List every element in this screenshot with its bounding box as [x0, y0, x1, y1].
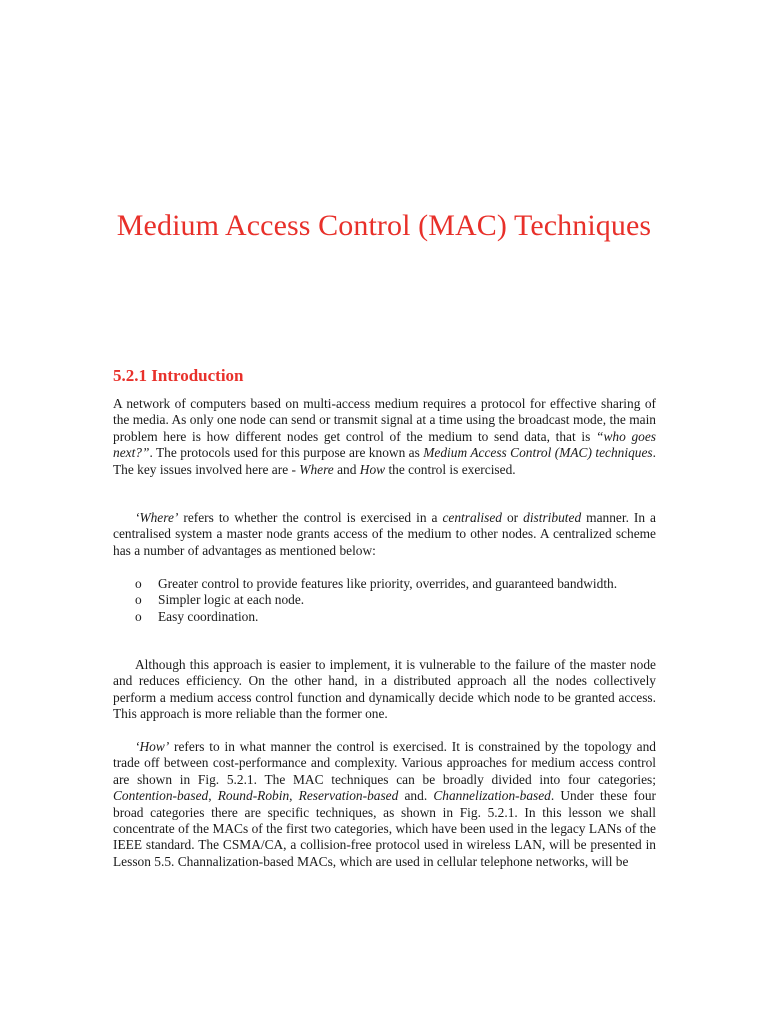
text-run-italic: centralised	[442, 510, 502, 525]
text-run: manner. In a centralised system a master node grants access of the medium to other nodes. A centralized scheme has a number of advantages as mentioned below:	[113, 510, 656, 558]
paragraph-distributed: Although this approach is easier to implement, it is vulnerable to the failure of the master node and reduces efficiency. On the other hand, in a distributed approach all the nodes collectively perform a medium access control function and dynamically decide which node to be granted access. This approach is more reliable than the former one.	[113, 657, 656, 722]
text-run-italic: “who goes next?”	[113, 428, 656, 461]
text-run: refers to in what manner the control is exercised. It is constrained by the topology and trade off between cost-performance and complexity. Various approaches for medium access control are shown in Fig. 5.2.1. The MAC techniques can be broadly divided into four categories;	[113, 739, 656, 787]
text-run: or	[501, 510, 524, 525]
text-run: . Under these four broad categories there are specific techniques, as shown in Fig. 5.2.1. In this lesson we shall concentrate of the MACs of the first two categories, which have been used in the legacy LANs of the IEEE standard. The CSMA/CA, a collision-free protocol used in wireless LAN, will be presented in Lesson 5.5. Channalization-based MACs, which are used in cellular telephone networks, will be	[113, 788, 656, 869]
text-run-italic: How	[359, 461, 386, 477]
list-item-text: Simpler logic at each node.	[158, 592, 305, 608]
list-item	[113, 576, 656, 592]
list-item	[113, 592, 656, 608]
text-run: and.	[398, 788, 434, 804]
page-title: Medium Access Control (MAC) Techniques	[116, 209, 652, 242]
text-run-italic: Medium Access Control (MAC) techniques	[423, 445, 653, 461]
section-heading: 5.2.1 Introduction	[113, 366, 244, 385]
paragraph-how	[113, 739, 656, 870]
text-run: and	[333, 461, 360, 477]
advantages-list	[113, 576, 656, 625]
text-run: refers to whether the control is exercised in a	[178, 510, 443, 525]
text-run: ,	[208, 788, 218, 804]
paragraph-intro	[113, 396, 656, 478]
text-run: . The protocols used for this purpose are known as	[149, 445, 424, 461]
text-run-italic: ‘How’	[135, 739, 170, 754]
text-run-italic: Round-Robin	[217, 788, 290, 804]
paragraph-where	[113, 510, 656, 559]
text-run-italic: Contention-based	[113, 788, 209, 804]
list-item-text: Easy coordination.	[158, 608, 259, 624]
text-run-italic: ‘Where’	[135, 510, 179, 525]
text-run: ,	[289, 788, 299, 804]
text-run: the control is exercised.	[385, 461, 516, 477]
list-item	[113, 609, 656, 625]
bullet-marker: o	[135, 608, 142, 624]
text-run: . The key issues involved here are -	[113, 445, 656, 477]
list-item-text: Greater control to provide features like priority, overrides, and guaranteed bandwidth.	[158, 576, 618, 591]
text-run-italic: distributed	[523, 510, 582, 525]
text-run: A network of computers based on multi-access medium requires a protocol for effective sharing of the media. As only one node can send or transmit signal at a time using the broadcast mode, the main problem here is how different nodes get control of the medium to send data, that is	[113, 396, 656, 444]
text-run-italic: Channelization-based	[433, 788, 551, 804]
text-run-italic: Where	[299, 461, 334, 477]
bullet-marker: o	[135, 592, 142, 608]
text-run-italic: Reservation-based	[298, 788, 399, 804]
bullet-marker: o	[135, 576, 142, 591]
